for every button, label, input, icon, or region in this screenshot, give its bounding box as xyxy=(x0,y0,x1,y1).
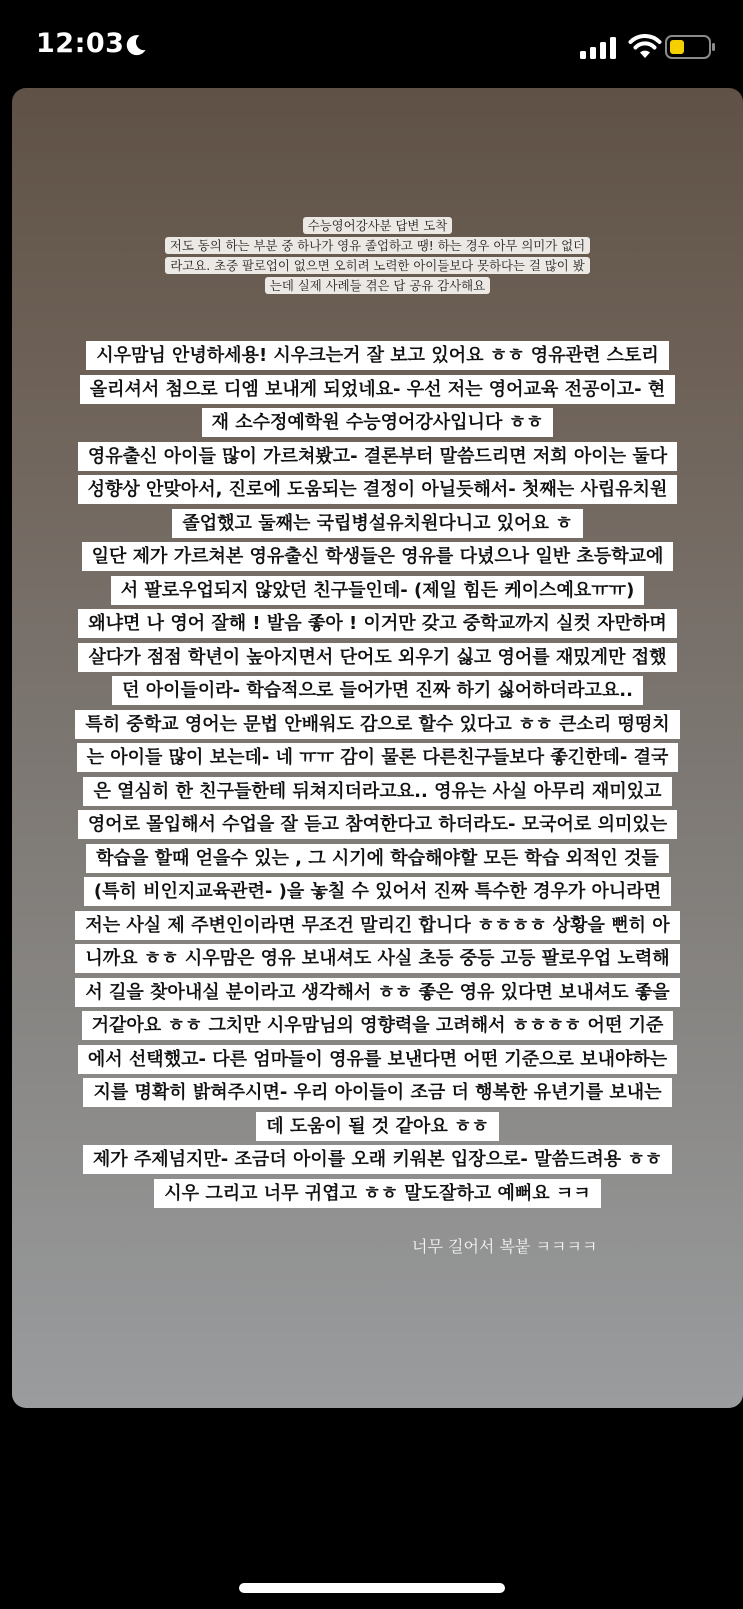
message-line: 니까요 ㅎㅎ 시우맘은 영유 보내셔도 사실 초등 중등 고등 팔로우업 노력해 xyxy=(12,942,743,976)
home-indicator[interactable] xyxy=(239,1583,505,1593)
message-line: 시우 그리고 너무 귀엽고 ㅎㅎ 말도잘하고 예뻐요 ㅋㅋ xyxy=(12,1177,743,1211)
message-line: 서 팔로우업되지 않았던 친구들인데- (제일 힘든 케이스예요ㅠㅠ) xyxy=(12,574,743,608)
message-line: 영어로 몰입해서 수업을 잘 듣고 참여한다고 하더라도- 모국어로 의미있는 xyxy=(12,808,743,842)
message-line: 올리셔서 첨으로 디엠 보내게 되었네요- 우선 저는 영어교육 전공이고- 현 xyxy=(12,373,743,407)
message-line: 저는 사실 제 주변인이라면 무조건 말리긴 합니다 ㅎㅎㅎㅎ 상황을 뻔히 아 xyxy=(12,909,743,943)
quote-line: 저도 동의 하는 부분 중 하나가 영유 졸업하고 땡! 하는 경우 아무 의미가 없더 xyxy=(12,236,743,256)
message-line: 지를 명확히 밝혀주시면- 우리 아이들이 조금 더 행복한 유년기를 보내는 xyxy=(12,1076,743,1110)
message-line: (특히 비인지교육관련- )을 놓칠 수 있어서 진짜 특수한 경우가 아니라면 xyxy=(12,875,743,909)
message-line: 던 아이들이라- 학습적으로 들어가면 진짜 하기 싫어하더라고요.. xyxy=(12,674,743,708)
message-text xyxy=(12,339,743,1210)
story-caption: 너무 길어서 복붙 ㅋㅋㅋㅋ xyxy=(412,1237,598,1256)
status-bar xyxy=(0,0,743,88)
message-line: 졸업했고 둘째는 국립병설유치원다니고 있어요 ㅎ xyxy=(12,507,743,541)
cellular-signal-icon xyxy=(580,37,620,59)
message-line: 살다가 점점 학년이 높아지면서 단어도 외우기 싫고 영어를 재밌게만 접했 xyxy=(12,641,743,675)
message-line: 학습을 할때 얻을수 있는 , 그 시기에 학습해야할 모든 학습 외적인 것들 xyxy=(12,842,743,876)
wifi-icon xyxy=(628,34,662,60)
story-card xyxy=(12,88,743,1408)
message-line: 재 소수정예학원 수능영어강사입니다 ㅎㅎ xyxy=(12,406,743,440)
message-line: 서 길을 찾아내실 분이라고 생각해서 ㅎㅎ 좋은 영유 있다면 보내셔도 좋을 xyxy=(12,976,743,1010)
quote-line: 라고요. 초중 팔로업이 없으면 오히려 노력한 아이들보다 못하다는 걸 많이 봤 xyxy=(12,256,743,276)
message-line: 은 열심히 한 친구들한테 뒤쳐지더라고요.. 영유는 사실 아무리 재미있고 xyxy=(12,775,743,809)
message-line: 왜냐면 나 영어 잘해 ! 발음 좋아 ! 이거만 갖고 중학교까지 실컷 자만하며 xyxy=(12,607,743,641)
moon-icon xyxy=(124,33,148,57)
message-line: 데 도움이 될 것 같아요 ㅎㅎ xyxy=(12,1110,743,1144)
message-line: 에서 선택했고- 다른 엄마들이 영유를 보낸다면 어떤 기준으로 보내야하는 xyxy=(12,1043,743,1077)
status-time: 12:03 xyxy=(36,28,125,59)
quote-line: 수능영어강사분 답변 도착 xyxy=(12,216,743,236)
message-line: 영유출신 아이들 많이 가르쳐봤고- 결론부터 말씀드리면 저희 아이는 둘다 xyxy=(12,440,743,474)
quoted-question xyxy=(12,216,743,296)
battery-icon xyxy=(665,34,717,60)
message-line: 일단 제가 가르쳐본 영유출신 학생들은 영유를 다녔으나 일반 초등학교에 xyxy=(12,540,743,574)
message-line: 성향상 안맞아서, 진로에 도움되는 결정이 아닐듯해서- 첫째는 사립유치원 xyxy=(12,473,743,507)
message-line: 제가 주제넘지만- 조금더 아이를 오래 키워본 입장으로- 말씀드려용 ㅎㅎ xyxy=(12,1143,743,1177)
message-line: 거같아요 ㅎㅎ 그치만 시우맘님의 영향력을 고려해서 ㅎㅎㅎㅎ 어떤 기준 xyxy=(12,1009,743,1043)
message-line: 특히 중학교 영어는 문법 안배워도 감으로 할수 있다고 ㅎㅎ 큰소리 떵떵치 xyxy=(12,708,743,742)
message-line: 는 아이들 많이 보는데- 네 ㅠㅠ 감이 물론 다른친구들보다 좋긴한데- 결국 xyxy=(12,741,743,775)
quote-line: 는데 실제 사례들 겪은 답 공유 감사해요 xyxy=(12,276,743,296)
message-line: 시우맘님 안녕하세용! 시우크는거 잘 보고 있어요 ㅎㅎ 영유관련 스토리 xyxy=(12,339,743,373)
